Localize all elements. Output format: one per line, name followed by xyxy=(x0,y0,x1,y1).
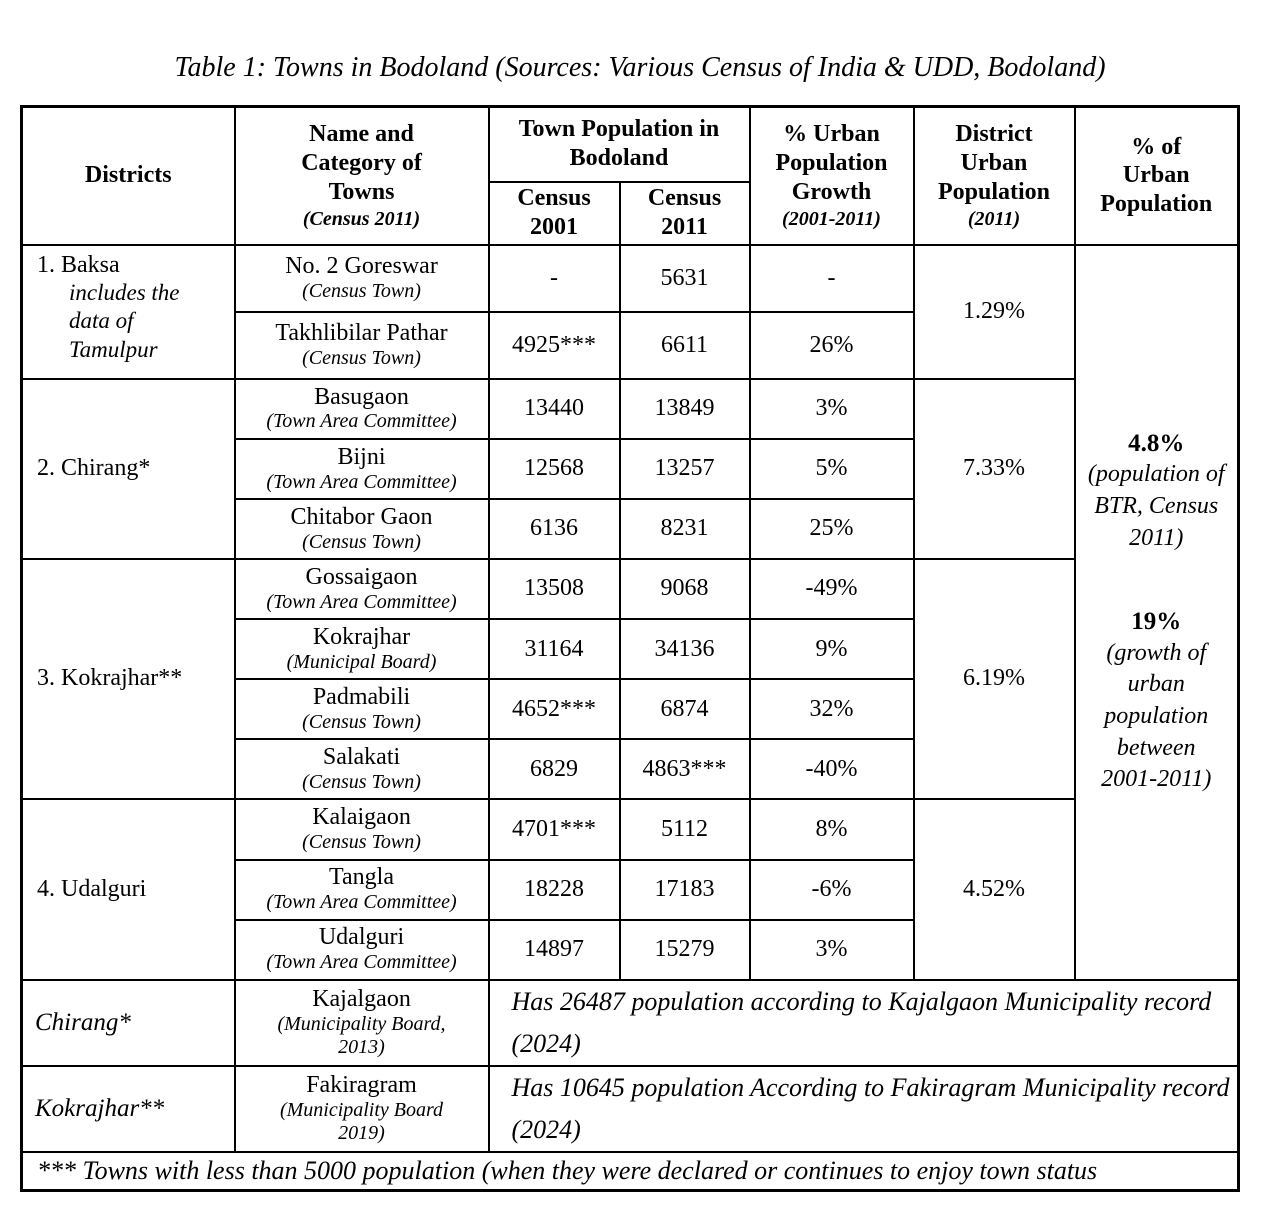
town-row-gossaigaon xyxy=(22,559,1239,619)
town-category: (Town Area Committee) xyxy=(266,410,457,433)
town-category: (Municipality Board, 2013) xyxy=(277,1013,446,1058)
header-pct-urban xyxy=(1075,107,1239,245)
town-name: Tangla xyxy=(329,864,394,891)
municipality-note: Has 10645 population According to Fakiragram Municipality record (2024) xyxy=(489,1066,1239,1152)
town-name: Padmabili xyxy=(312,684,411,710)
municipality-row-kajalgaon xyxy=(22,980,1239,1066)
district-cell-chirang xyxy=(22,379,235,559)
census-2001-value: 6829 xyxy=(489,739,620,799)
town-row-goreswar xyxy=(22,245,1239,312)
district-label: 2. Chirang* xyxy=(37,455,151,482)
header-districts-label: Districts xyxy=(84,162,172,189)
header-town-population xyxy=(489,107,750,182)
footnote-row xyxy=(22,1152,1239,1191)
growth-value: 8% xyxy=(750,799,914,859)
town-category: (Municipal Board) xyxy=(286,650,437,673)
census-2011-value: 6874 xyxy=(620,679,750,739)
header-growth-label: % Urban Population Growth xyxy=(775,121,888,205)
growth-value: -49% xyxy=(750,559,914,619)
pct-btr-value: 4.8% xyxy=(1128,430,1185,458)
growth-value: 9% xyxy=(750,619,914,679)
municipality-row-fakiragram xyxy=(22,1066,1239,1152)
municipality-district: Kokrajhar** xyxy=(22,1066,235,1152)
header-name-category xyxy=(235,107,489,245)
census-2001-value: 4925*** xyxy=(489,312,620,379)
town-category: (Census Town) xyxy=(302,831,421,854)
town-name-cell xyxy=(235,619,489,679)
town-name: Udalguri xyxy=(318,924,405,951)
town-name: Takhlibilar Pathar xyxy=(275,319,448,346)
town-name-cell xyxy=(235,1066,489,1152)
town-name-cell xyxy=(235,739,489,799)
growth-value: 25% xyxy=(750,499,914,559)
pct-btr-note: (population of BTR, Census 2011) xyxy=(1087,461,1225,551)
town-category: (Town Area Committee) xyxy=(266,891,457,914)
page-title: Table 1: Towns in Bodoland (Sources: Various Census of India & UDD, Bodoland) xyxy=(174,52,1106,83)
municipality-district: Chirang* xyxy=(22,980,235,1066)
census-2011-value: 13849 xyxy=(620,379,750,439)
district-label: 1. Baksa xyxy=(37,251,120,278)
census-2001-value: 4701*** xyxy=(489,799,620,859)
municipality-note: Has 26487 population according to Kajalgaon Municipality record (2024) xyxy=(489,980,1239,1066)
pct-urban-population-cell xyxy=(1075,245,1239,980)
town-name-cell xyxy=(235,559,489,619)
town-name-cell xyxy=(235,980,489,1066)
header-growth xyxy=(750,107,914,245)
census-2001-value: 13440 xyxy=(489,379,620,439)
growth-value: 3% xyxy=(750,920,914,980)
town-name-cell xyxy=(235,920,489,980)
pct-growth-value: 19% xyxy=(1131,608,1182,636)
town-name-cell xyxy=(235,245,489,312)
town-category: (Census Town) xyxy=(302,530,421,553)
pct-block-btr xyxy=(1086,428,1226,554)
census-2011-value: 5112 xyxy=(620,799,750,859)
town-category: (Town Area Committee) xyxy=(266,951,457,974)
town-name-cell xyxy=(235,860,489,920)
town-name-cell xyxy=(235,439,489,499)
header-census-2001-label: Census 2001 xyxy=(517,185,591,240)
town-name: Basugaon xyxy=(314,383,409,410)
header-district-urban xyxy=(914,107,1075,245)
town-name-cell xyxy=(235,379,489,439)
census-2011-value: 6611 xyxy=(620,312,750,379)
census-2001-value: 12568 xyxy=(489,439,620,499)
district-cell-baksa xyxy=(22,245,235,379)
header-census-2011 xyxy=(620,182,750,245)
district-urban-pop-kokrajhar: 6.19% xyxy=(914,559,1075,799)
census-2011-value: 8231 xyxy=(620,499,750,559)
district-label: 3. Kokrajhar** xyxy=(37,665,183,692)
town-name-cell xyxy=(235,799,489,859)
town-name: Fakiragram xyxy=(306,1072,417,1099)
header-district-urban-label: District Urban Population xyxy=(937,121,1051,205)
growth-value: - xyxy=(750,245,914,312)
census-2011-value: 13257 xyxy=(620,439,750,499)
pct-urban-stack xyxy=(1076,246,1238,979)
header-district-urban-subnote: (2011) xyxy=(967,208,1021,231)
growth-value: -40% xyxy=(750,739,914,799)
town-row-basugaon xyxy=(22,379,1239,439)
header-name-category-label: Name and Category of Towns xyxy=(301,121,422,205)
growth-value: 32% xyxy=(750,679,914,739)
district-note: includes the data of Tamulpur xyxy=(69,279,180,362)
header-row-1 xyxy=(22,107,1239,182)
town-name: Kajalgaon xyxy=(312,986,411,1013)
town-row-kalaigaon xyxy=(22,799,1239,859)
town-category: (Town Area Committee) xyxy=(266,470,457,493)
district-cell-kokrajhar xyxy=(22,559,235,799)
census-2001-value: 14897 xyxy=(489,920,620,980)
town-name-cell xyxy=(235,499,489,559)
town-name: Salakati xyxy=(322,744,401,770)
census-2001-value: 6136 xyxy=(489,499,620,559)
district-urban-pop-chirang: 7.33% xyxy=(914,379,1075,559)
town-name-cell xyxy=(235,312,489,379)
header-name-category-subnote: (Census 2011) xyxy=(302,208,421,231)
growth-value: 26% xyxy=(750,312,914,379)
district-urban-pop-baksa: 1.29% xyxy=(914,245,1075,379)
district-label: 4. Udalguri xyxy=(37,875,147,902)
town-category: (Municipality Board 2019) xyxy=(279,1099,444,1144)
header-census-2011-label: Census 2011 xyxy=(647,185,722,240)
town-name: Gossaigaon xyxy=(305,563,418,590)
census-2011-value: 17183 xyxy=(620,860,750,920)
header-growth-subnote: (2001-2011) xyxy=(782,208,881,231)
town-category: (Town Area Committee) xyxy=(266,590,457,613)
bodoland-towns-table xyxy=(20,105,1240,1192)
census-2011-value: 9068 xyxy=(620,559,750,619)
header-pct-urban-label: % of Urban Population xyxy=(1100,133,1213,218)
town-name: Kokrajhar xyxy=(312,624,411,650)
census-2001-value: - xyxy=(489,245,620,312)
census-2011-value: 5631 xyxy=(620,245,750,312)
town-name-cell xyxy=(235,679,489,739)
census-2001-value: 18228 xyxy=(489,860,620,920)
growth-value: 5% xyxy=(750,439,914,499)
town-name: Kalaigaon xyxy=(312,804,411,831)
town-name: Chitabor Gaon xyxy=(290,503,433,530)
header-districts xyxy=(22,107,235,245)
census-2001-value: 4652*** xyxy=(489,679,620,739)
table-footnote: *** Towns with less than 5000 population (when they were declared or continues to enjoy town status xyxy=(22,1152,1239,1191)
district-urban-pop-udalguri: 4.52% xyxy=(914,799,1075,979)
census-2011-value: 4863*** xyxy=(620,739,750,799)
pct-block-growth xyxy=(1086,606,1226,796)
town-category: (Census Town) xyxy=(302,279,421,302)
header-census-2001 xyxy=(489,182,620,245)
census-2001-value: 13508 xyxy=(489,559,620,619)
town-category: (Census Town) xyxy=(302,770,421,793)
growth-value: 3% xyxy=(750,379,914,439)
header-town-population-label: Town Population in Bodoland xyxy=(518,116,720,172)
census-2001-value: 31164 xyxy=(489,619,620,679)
census-2011-value: 15279 xyxy=(620,920,750,980)
growth-value: -6% xyxy=(750,860,914,920)
town-category: (Census Town) xyxy=(302,346,421,369)
district-cell-udalguri xyxy=(22,799,235,979)
town-name: Bijni xyxy=(337,443,386,470)
town-name: No. 2 Goreswar xyxy=(285,252,438,279)
town-category: (Census Town) xyxy=(302,710,421,733)
pct-growth-note: (growth of urban population between 2001-2011) xyxy=(1101,639,1212,793)
census-2011-value: 34136 xyxy=(620,619,750,679)
